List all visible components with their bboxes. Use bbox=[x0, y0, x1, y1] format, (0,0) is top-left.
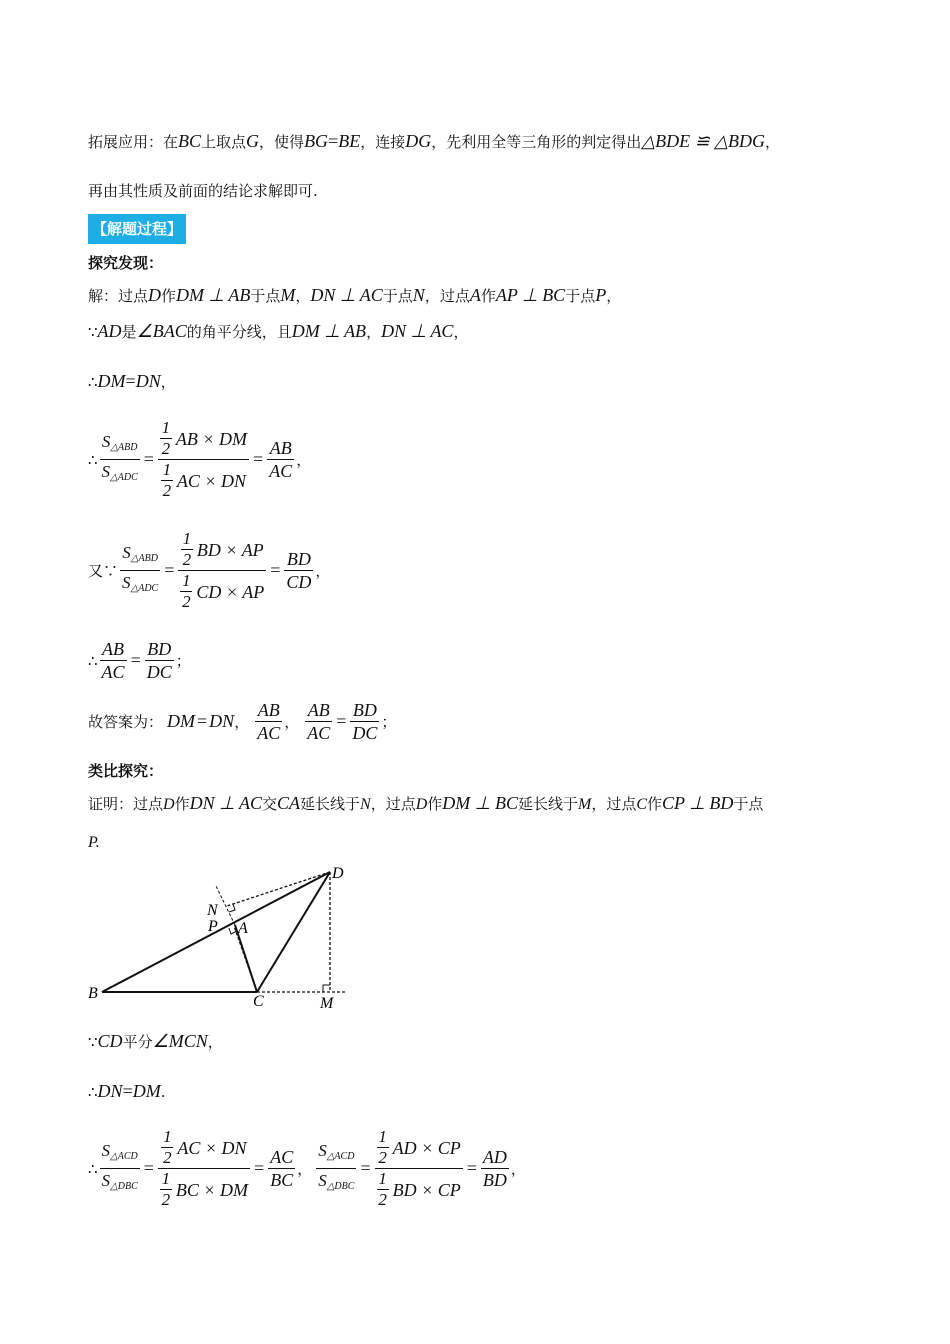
part1-solution-line: 解：过点D作DM ⊥ AB于点M，DN ⊥ AC于点N，过点A作AP ⊥ BC于点P， bbox=[88, 285, 622, 305]
part1-therefore-line: ∴DM=DN， bbox=[88, 371, 176, 391]
label-P: P bbox=[208, 918, 218, 935]
label-D: D bbox=[332, 865, 344, 882]
segment-CD bbox=[257, 872, 330, 992]
label-C: C bbox=[253, 993, 264, 1010]
part1-conclusion: ∴ $\frac{AB}{AC}$ = $\frac{BD}{DC}$ ； bbox=[88, 639, 191, 682]
geometry-figure bbox=[84, 860, 364, 1015]
extension-AN bbox=[216, 886, 235, 925]
right-angle-M bbox=[323, 985, 330, 992]
part2-therefore-line: ∴DN=DM. bbox=[88, 1081, 166, 1101]
section-tag: 【解题过程】 bbox=[88, 214, 186, 244]
hint-line-2: 再由其性质及前面的结论求解即可. bbox=[88, 182, 318, 200]
part2-proof-line-2: P. bbox=[88, 834, 100, 851]
part1-answer: 故答案为： DM = DN ， $\frac{AB}{AC}$ ， $\frac{AB}{AC}$ = $\frac{BD}{DC}$ ； bbox=[88, 700, 397, 743]
hint-line-1: 拓展应用：在BC上取点G，使得BG=BE，连接DG，先利用全等三角形的判定得出△BDE ≌ △BDG， bbox=[88, 131, 781, 151]
part1-area-ratio-2: 又∵ $\frac{S_{\triangle ABD}}{S_{\triangle ADC}}$ = 1 2 BD × AP 1 2 CD × AP = $\frac{BD}{CD}$ ， bbox=[88, 529, 331, 611]
label-M: M bbox=[320, 995, 334, 1012]
label-B: B bbox=[88, 985, 98, 1002]
part2-proof-line-1: 证明：过点D作DN ⊥ AC交CA延长线于N，过点D作DM ⊥ BC延长线于M，过点C作CP ⊥ BD于点 bbox=[88, 793, 764, 813]
part2-heading: 类比探究： bbox=[88, 762, 164, 780]
label-N: N bbox=[207, 902, 218, 919]
part1-because-line: ∵AD是∠BAC的角平分线，且DM ⊥ AB，DN ⊥ AC， bbox=[88, 321, 469, 341]
part1-heading: 探究发现： bbox=[88, 254, 164, 272]
dashed-DN bbox=[227, 872, 330, 906]
part1-area-ratio-1: ∴ $\frac{S_{\triangle ABD}}{S_{\triangle ADC}}$ = 1 2 AB × DM 1 2 AC × DN = $\frac{AB}{AC}$ ， bbox=[88, 418, 312, 500]
part2-because-line: ∵CD平分∠MCN， bbox=[88, 1031, 223, 1051]
part2-area-ratios: ∴ $\frac{S_{\triangle ACD}}{S_{\triangle DBC}}$ = 1 2 AC × DN 1 2 BC × DM = $\frac{AC}{BC}$ ， $\frac{S_{\triangle ACD}}{S_{\triangle DBC}}$ = 1 2 AD × CP 1 2 BD × CP = $\frac{AD}{BD}$ ， bbox=[88, 1127, 526, 1209]
label-A: A bbox=[238, 920, 248, 937]
